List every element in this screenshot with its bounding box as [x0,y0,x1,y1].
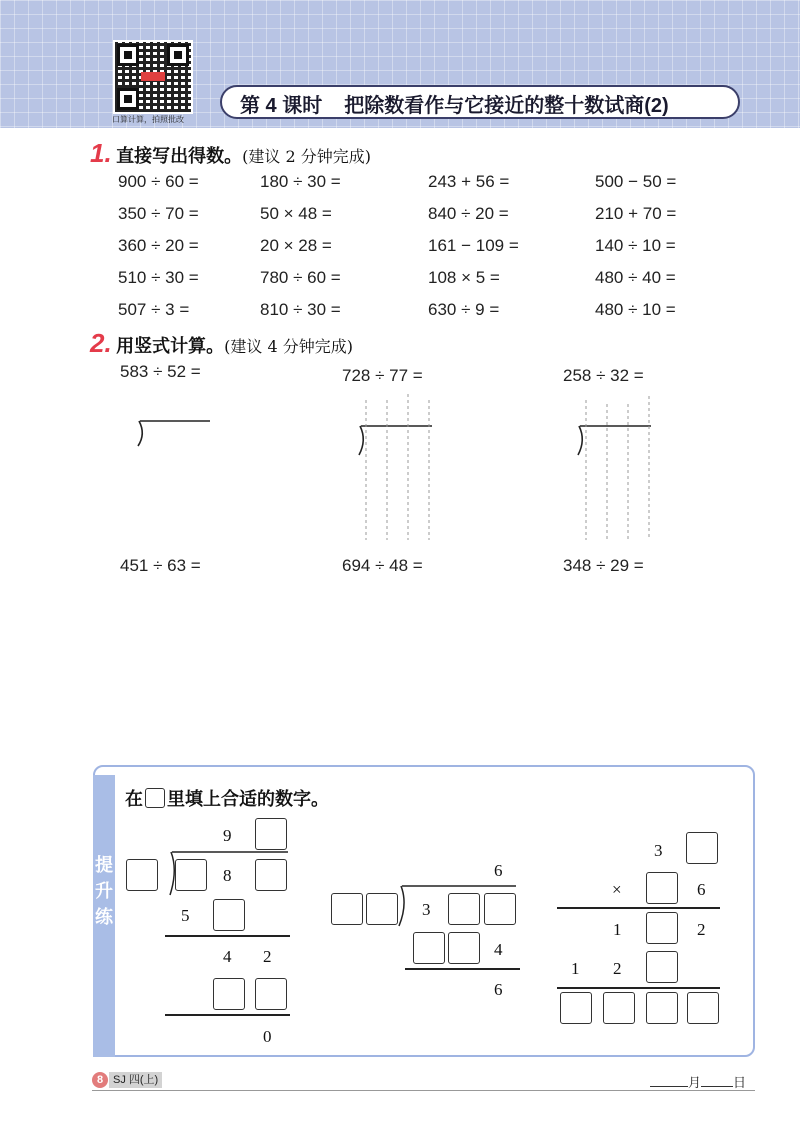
month-blank[interactable] [650,1074,688,1087]
blank-box[interactable] [255,978,287,1010]
section2-number: 2. [90,328,112,358]
day-blank[interactable] [701,1074,733,1087]
digit: 1 [613,920,622,939]
oral-calc-item: 480 ÷ 40 = [595,268,676,287]
blank-box[interactable] [560,992,592,1024]
section2-note: (建议 4 分钟完成) [224,337,353,356]
digit: 6 [697,880,706,899]
digit: 4 [223,947,232,966]
digit: 2 [613,959,622,978]
section1-title: 直接写出得数。 [116,146,243,166]
problem-258-32: 258 ÷ 32 = [563,366,644,385]
blank-box[interactable] [646,951,678,983]
digit: 9 [223,826,232,845]
instruction-pre: 在 [125,789,143,809]
oral-calc-item: 630 ÷ 9 = [428,300,500,319]
digit: 3 [654,841,663,860]
rule-line [557,907,720,909]
digit: 6 [494,861,503,880]
section1-note: (建议 2 分钟完成) [242,147,371,166]
oral-calc-item: 180 ÷ 30 = [260,172,341,191]
oral-calc-item: 810 ÷ 30 = [260,300,341,319]
oral-calc-item: 507 ÷ 3 = [118,300,190,319]
division-frame-1 [138,421,210,446]
digit: 2 [263,947,272,966]
footer-rule [92,1090,755,1091]
digit: 6 [494,980,503,999]
instruction-post: 里填上合适的数字。 [167,789,329,809]
qr-caption: 口算计算，拍照批改 [112,115,184,124]
blank-box[interactable] [484,893,516,925]
blank-box[interactable] [646,992,678,1024]
oral-calc-item: 20 × 28 = [260,236,332,255]
lesson-title: 把除数看作与它接近的整十数试商(2) [344,95,669,117]
digit: 1 [571,959,580,978]
blank-box[interactable] [213,899,245,931]
times-sign: × [612,880,622,899]
blank-box[interactable] [366,893,398,925]
digit: 0 [263,1027,272,1046]
day-label: 日 [733,1075,747,1090]
lesson-label: 第 4 课时 [240,95,323,117]
blank-box[interactable] [175,859,207,891]
digit: 3 [422,900,431,919]
rule-line [557,987,720,989]
division-frame-3 [578,426,651,455]
blank-box[interactable] [213,978,245,1010]
problem-583-52: 583 ÷ 52 = [120,362,201,381]
digit: 4 [494,940,503,959]
oral-calc-item: 210 + 70 = [595,204,677,223]
month-label: 月 [688,1075,702,1090]
edition-tag: SJ 四(上) [109,1072,162,1088]
blank-box[interactable] [331,893,363,925]
oral-calc-item: 480 ÷ 10 = [595,300,676,319]
digit: 8 [223,866,232,885]
division-frame-2 [359,426,432,455]
oral-calc-item: 500 − 50 = [595,172,677,191]
side-tab-label: 提升练 [95,855,113,927]
extension-instruction [125,785,329,811]
problem-694-48: 694 ÷ 48 = [342,556,423,575]
oral-calc-item: 140 ÷ 10 = [595,236,676,255]
blank-box[interactable] [687,992,719,1024]
blank-box[interactable] [413,932,445,964]
date-fields [650,1072,746,1091]
blank-box[interactable] [646,872,678,904]
blank-box[interactable] [686,832,718,864]
oral-calc-item: 161 − 109 = [428,236,519,255]
rule-line [405,968,520,970]
problem-451-63: 451 ÷ 63 = [120,556,201,575]
digit: 5 [181,906,190,925]
oral-calc-item: 108 × 5 = [428,268,500,287]
oral-calc-item: 780 ÷ 60 = [260,268,341,287]
blank-box[interactable] [448,932,480,964]
problem-348-29: 348 ÷ 29 = [563,556,644,575]
oral-calc-item: 360 ÷ 20 = [118,236,199,255]
blank-box[interactable] [646,912,678,944]
section2-title: 用竖式计算。 [116,336,225,356]
digit: 2 [697,920,706,939]
blank-box-icon [145,788,165,808]
oral-calc-item: 350 ÷ 70 = [118,204,199,223]
oral-calc-item: 50 × 48 = [260,204,332,223]
blank-box[interactable] [126,859,158,891]
rule-line [165,935,290,937]
rule-line [165,1014,290,1016]
blank-box[interactable] [603,992,635,1024]
page-number: 8 [92,1072,108,1088]
blank-box[interactable] [255,818,287,850]
section1-number: 1. [90,138,112,168]
blank-box[interactable] [255,859,287,891]
problem-728-77: 728 ÷ 77 = [342,366,423,385]
oral-calc-item: 510 ÷ 30 = [118,268,199,287]
blank-box[interactable] [448,893,480,925]
oral-calc-item: 243 + 56 = [428,172,510,191]
guide-dashes [366,394,649,540]
oral-calc-item: 840 ÷ 20 = [428,204,509,223]
oral-calc-item: 900 ÷ 60 = [118,172,199,191]
